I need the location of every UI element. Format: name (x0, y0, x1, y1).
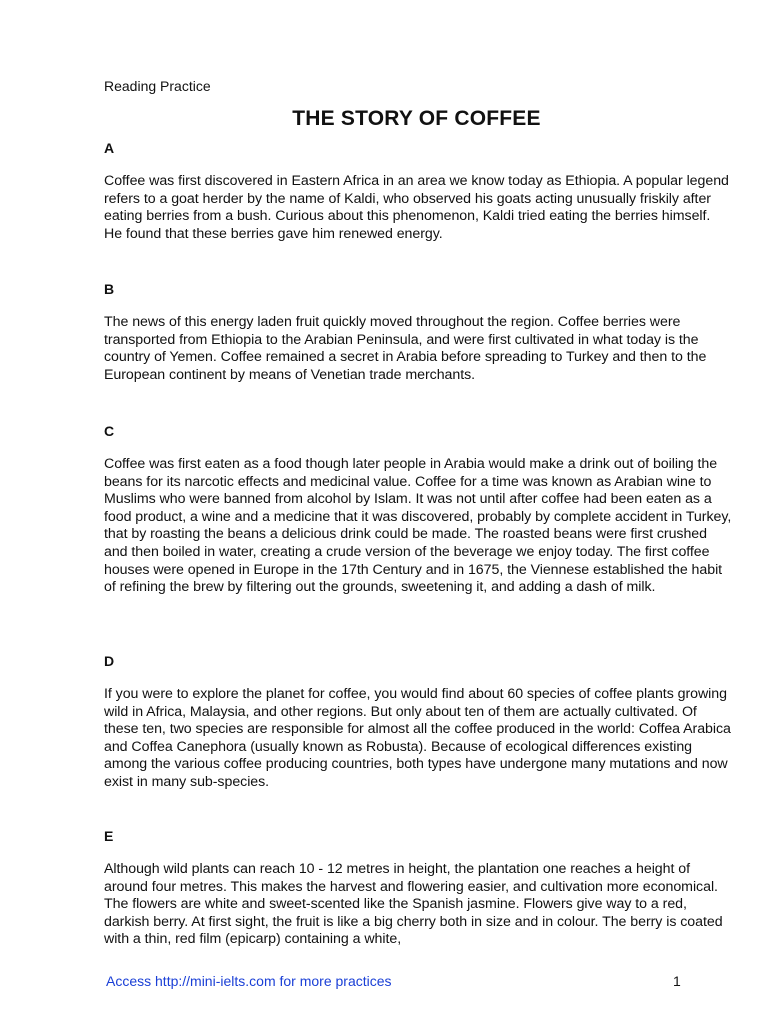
section-d (104, 653, 732, 792)
section-letter: E (104, 828, 114, 844)
section-letter: A (104, 140, 115, 156)
section-b (104, 281, 732, 384)
section-c (104, 423, 732, 597)
section-letter: B (104, 281, 115, 297)
section-letter: D (104, 653, 115, 669)
section-paragraph: Although wild plants can reach 10 - 12 metres in height, the plantation one reaches a height of around four metres. This makes the harvest and flowering easier, and cultivation more economical. The flowers are white and sweet-scented like the Spanish jasmine. Flowers give way to a red, darkish berry. At first sight, the fruit is like a big cherry both in size and in colour. The berry is coated with a thin, red film (epicarp) containing a white, (104, 861, 723, 948)
section-paragraph: The news of this energy laden fruit quickly moved throughout the region. Coffee berries were transported from Ethiopia to the Arabian Peninsula, and were first cultivated in what today is the country of Yemen. Coffee remained a secret in Arabia before spreading to Turkey and then to the European continent by means of Venetian trade merchants. (104, 314, 707, 383)
section-paragraph: If you were to explore the planet for coffee, you would find about 60 species of coffee plants growing wild in Africa, Malaysia, and other regions. But only about ten of them are actually cultivated. Of these ten, two species are responsible for almost all the coffee produced in the world: Coffea Arabica and Coffea Canephora (usually known as Robusta). Because of ecological differences existing among the various coffee producing countries, both types have undergone many mutations and now exist in many sub-species. (104, 686, 731, 790)
header-label: Reading Practice (104, 78, 211, 94)
section-e (104, 828, 732, 949)
section-letter: C (104, 423, 115, 439)
page-number: 1 (673, 973, 681, 989)
page-title: THE STORY OF COFFEE (292, 107, 541, 130)
footer-practice-link[interactable]: Access http://mini-ielts.com for more practices (106, 973, 392, 989)
section-paragraph: Coffee was first eaten as a food though later people in Arabia would make a drink out of boiling the beans for its narcotic effects and medicinal value. Coffee for a time was known as Arabian wine to Muslims who were banned from alcohol by Islam. It was not until after coffee had been eaten as a food product, a wine and a medicine that it was discovered, probably by complete accident in Turkey, that by roasting the beans a delicious drink could be made. The roasted beans were first crushed and then boiled in water, creating a crude version of the beverage we enjoy today. The first coffee houses were opened in Europe in the 17th Century and in 1675, the Viennese established the habit of refining the brew by filtering out the grounds, sweetening it, and adding a dash of milk. (104, 456, 732, 596)
section-a (104, 140, 732, 243)
section-paragraph: Coffee was first discovered in Eastern Africa in an area we know today as Ethiopia. A popular legend refers to a goat herder by the name of Kaldi, who observed his goats acting unusually friskily after eating berries from a bush. Curious about this phenomenon, Kaldi tried eating the berries himself. He found that these berries gave him renewed energy. (104, 173, 729, 242)
